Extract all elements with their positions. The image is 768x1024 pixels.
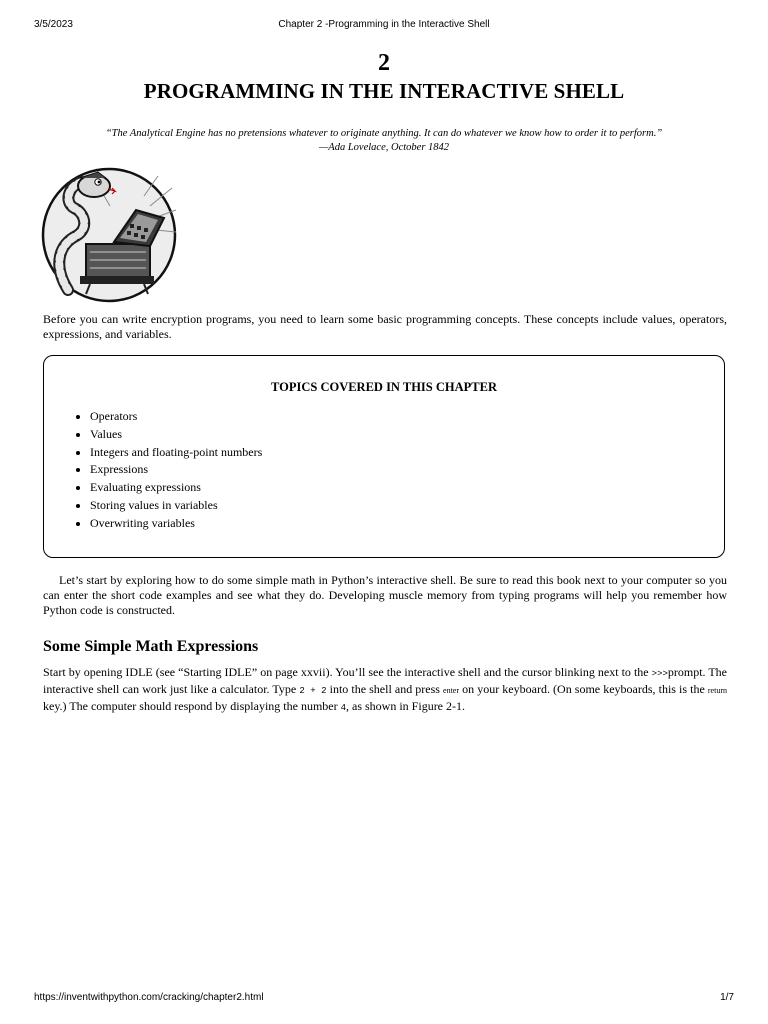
inline-code: 4: [340, 703, 347, 713]
topic-item: • Storing values in variables: [90, 497, 262, 515]
topic-item: • Operators: [90, 408, 262, 426]
topics-box: [43, 355, 725, 558]
topic-item: • Overwriting variables: [90, 515, 262, 533]
text-run: Start by opening IDLE (see “Starting IDLE” on page xxvii). You’ll see the interactive shell and the cursor blinking next to the: [43, 665, 652, 679]
topics-heading: TOPICS COVERED IN THIS CHAPTER: [271, 380, 497, 394]
prompt-code: >>>: [651, 669, 668, 679]
chapter-title: PROGRAMMING IN THE INTERACTIVE SHELL: [143, 79, 625, 103]
topic-item: • Values: [90, 426, 262, 444]
epigraph: [60, 127, 708, 155]
chapter-illustration: [40, 166, 178, 304]
print-footer: [0, 992, 768, 1006]
epigraph-quote: “The Analytical Engine has no pretensions whatever to originate anything. It can do whatever we know how to order it to perform.”: [105, 128, 663, 139]
page-number: 1/7: [720, 992, 734, 1003]
inline-code: 2 + 2: [299, 686, 327, 696]
topics-list: [44, 408, 262, 533]
body-paragraph: Let’s start by exploring how to do some simple math in Python’s interactive shell. Be sure to read this book next to your computer so you can enter the short code examples and see what they do. Developing muscle memory from typing programs will help you remember how Python code is constructed.: [43, 573, 727, 617]
text-run: on your keyboard. (On some keyboards, this is the: [459, 682, 708, 696]
topic-item: • Expressions: [90, 461, 262, 479]
key-name: enter: [443, 686, 460, 695]
text-run: prompt. The interactive shell can work just like a calculator. Type: [43, 665, 727, 696]
section-heading: Some Simple Math Expressions: [43, 638, 259, 655]
print-page-title: Chapter 2 -Programming in the Interactive Shell: [278, 19, 490, 30]
chapter-number: 2: [378, 50, 390, 76]
page-url: https://inventwithpython.com/cracking/chapter2.html: [34, 992, 264, 1003]
key-name: return: [707, 686, 727, 695]
text-run: into the shell and press: [326, 682, 444, 696]
text-run: key.) The computer should respond by displaying the number: [43, 699, 341, 713]
text-run: , as shown in Figure 2-1.: [346, 699, 466, 713]
intro-paragraph: Before you can write encryption programs, you need to learn some basic programming concepts. These concepts include values, operators, expressions, and variables.: [43, 312, 727, 341]
print-header: [0, 19, 768, 33]
section-paragraph: [43, 665, 727, 716]
epigraph-attribution: —Ada Lovelace, October 1842: [318, 142, 450, 153]
topic-item: • Evaluating expressions: [90, 479, 262, 497]
print-date: 3/5/2023: [34, 19, 73, 30]
topic-item: • Integers and floating-point numbers: [90, 444, 262, 462]
